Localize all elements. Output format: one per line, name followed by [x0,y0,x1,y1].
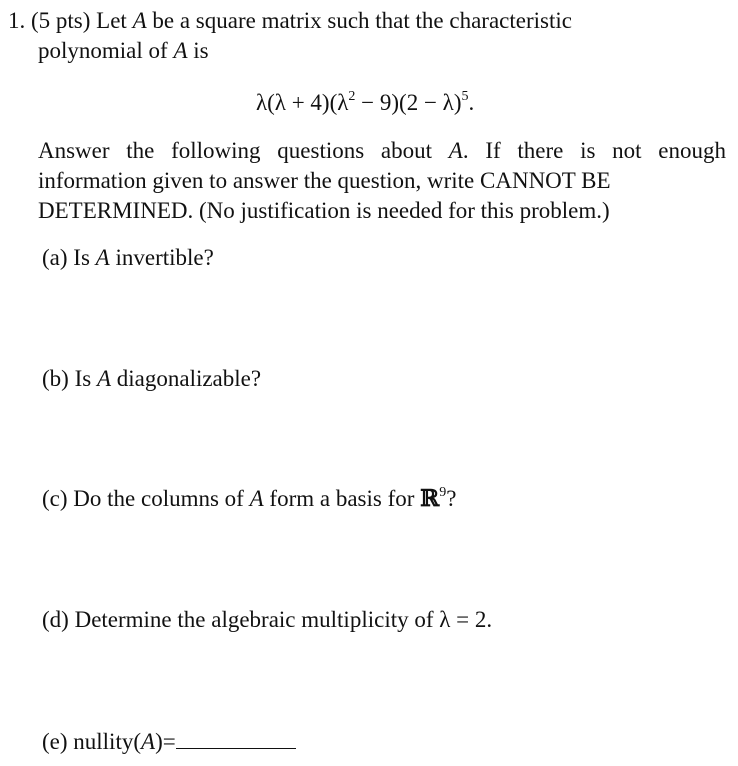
question-b-text-end: diagonalizable? [116,366,262,391]
problem-line-2 [38,36,209,66]
instruction-line-1 [38,136,726,166]
intro-text-cont: be a square matrix such that the characteristic [152,8,572,33]
poly-exponent-2: 5 [461,89,469,104]
question-a-text-end: invertible? [115,245,214,270]
instruction-line-2 [38,166,611,196]
instruction-line-3 [38,196,610,226]
poly-part-2: − 9)(2 − λ) [361,90,462,115]
poly-exponent-1: 2 [348,89,356,104]
question-a-label: (a) [42,245,68,270]
real-space-symbol: ℝ [420,485,440,512]
question-c [42,484,457,518]
question-c-text: Do the columns of [73,486,244,511]
matrix-variable: A [96,366,112,391]
nullity-text: nullity( [73,729,142,754]
question-c-label: (c) [42,486,68,511]
intro-line2-end: is [193,38,209,63]
intro-line2-text: polynomial of [38,38,168,63]
matrix-variable: A [95,245,110,270]
characteristic-polynomial [256,88,474,122]
problem-line-1 [8,6,572,36]
instruction-text: Answer the following questions about [38,138,433,163]
question-b-label: (b) [42,366,69,391]
matrix-variable: A [249,486,264,511]
question-b-text: Is [74,366,92,391]
question-d-label: (d) [42,607,69,632]
question-c-text-mid: form a basis for [269,486,415,511]
matrix-variable: A [173,38,188,63]
instruction-text-cont: . If there is not enough [462,138,726,163]
problem-number: 1. [8,8,26,33]
answer-blank[interactable] [176,726,296,749]
matrix-variable: A [141,729,156,754]
matrix-variable: A [448,138,463,163]
instruction-line-2-text: information given to answer the question, write CANNOT BE [38,168,611,193]
question-d-text: Determine the algebraic multiplicity of [74,607,434,632]
question-b [42,364,261,394]
question-e [42,726,296,757]
lambda-equation: λ = 2. [439,607,493,632]
problem-points: (5 pts) [31,8,91,33]
question-e-label: (e) [42,729,68,754]
question-c-end: ? [446,486,457,511]
nullity-close: )= [155,729,176,754]
matrix-variable: A [132,8,147,33]
instruction-line-3-text: DETERMINED. (No justification is needed for this problem.) [38,198,610,223]
question-a-text: Is [73,245,90,270]
question-d [42,605,492,635]
poly-part-1: λ(λ + 4)(λ [256,90,349,115]
real-space-exponent: 9 [439,485,447,500]
intro-text: Let [96,8,127,33]
question-a [42,243,214,273]
poly-period: . [468,90,475,115]
